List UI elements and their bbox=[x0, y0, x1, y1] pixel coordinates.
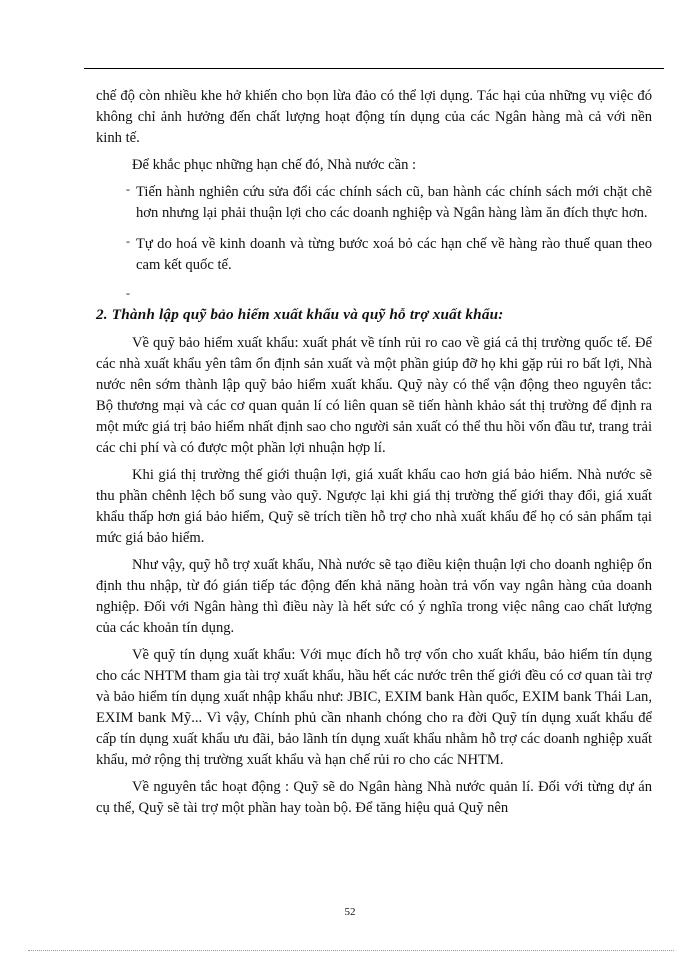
paragraph-operating-principle: Về nguyên tắc hoạt động : Quỹ sẽ do Ngân hàng Nhà nước quản lí. Đối với từng dự án cụ thể, Quỹ sẽ tài trợ một phần hay toàn bộ. Để tăng hiệu quả Quỹ nên bbox=[96, 779, 652, 816]
page-bottom-border bbox=[28, 950, 674, 951]
section-heading: 2. Thành lập quỹ bảo hiểm xuất khẩu và quỹ hỗ trợ xuất khẩu: bbox=[96, 306, 504, 323]
bullet-marker: - bbox=[126, 182, 130, 196]
bullet-marker: - bbox=[126, 286, 130, 300]
page-number: 52 bbox=[344, 906, 356, 918]
paragraph-intro-measures: Để khắc phục những hạn chế đó, Nhà nước cần : bbox=[132, 157, 417, 173]
list-item-text: Tiến hành nghiên cứu sửa đổi các chính sách cũ, ban hành các chính sách mới chặt chẽ hơn nhưng lại phải thuận lợi cho các doanh nghiệp và Ngân hàng làm ăn đích thực hơn. bbox=[136, 184, 652, 221]
bullet-list bbox=[96, 182, 652, 300]
bullet-marker: - bbox=[126, 234, 130, 248]
paragraph-price-favorable: Khi giá thị trường thế giới thuận lợi, giá xuất khẩu cao hơn giá bảo hiểm. Nhà nước sẽ thu phần chênh lệch bổ sung vào quỹ. Ngược lại khi giá thị trường thế giới thay đổi, giá xuất khẩu thấp hơn giá bảo hiểm, Quỹ sẽ trích tiền hỗ trợ cho nhà xuất khẩu để họ có sản phẩm tại mức giá bảo hiểm. bbox=[96, 467, 652, 546]
paragraph-continuation: chế độ còn nhiều khe hở khiến cho bọn lừa đảo có thể lợi dụng. Tác hại của những vụ việc đó không chỉ ảnh hưởng đến chất lượng hoạt động tín dụng của các Ngân hàng mà cả với nền kinh tế. bbox=[96, 88, 652, 146]
paragraph-export-insurance-fund: Về quỹ bảo hiểm xuất khẩu: xuất phát về tính rủi ro cao về giá cả thị trường quốc tế. Để các nhà xuất khẩu yên tâm ổn định sản xuất và một phần giúp đỡ họ khi gặp rủi ro bất lợi, Nhà nước nên sớm thành lập quỹ bảo hiểm xuất khẩu. Quỹ này có thể vận động theo nguyên tắc: Bộ thương mại và các cơ quan quản lí có liên quan sẽ tiến hành khảo sát thị trường để định ra một mức giá trị bảo hiểm nhất định sao cho người sản xuất có thể thu hồi vốn đầu tư, trang trải các chi phí và có được một phần lợi nhuận hợp lí. bbox=[96, 335, 652, 456]
list-item bbox=[96, 234, 652, 276]
list-item-empty bbox=[96, 286, 652, 300]
page-top-border bbox=[84, 68, 664, 69]
paragraph-support-fund: Như vậy, quỹ hỗ trợ xuất khẩu, Nhà nước sẽ tạo điều kiện thuận lợi cho doanh nghiệp ổn định thu nhập, từ đó gián tiếp tác động đến khả năng hoàn trả vốn vay ngân hàng của doanh nghiệp. Đối với Ngân hàng thì điều này là hết sức có ý nghĩa trong việc nâng cao chất lượng của các khoản tín dụng. bbox=[96, 557, 652, 636]
list-item-text: Tự do hoá về kinh doanh và từng bước xoá bỏ các hạn chế về hàng rào thuế quan theo cam kết quốc tế. bbox=[136, 236, 652, 273]
list-item bbox=[96, 182, 652, 224]
document-page bbox=[96, 86, 652, 825]
paragraph-export-credit-fund: Về quỹ tín dụng xuất khẩu: Với mục đích hỗ trợ vốn cho xuất khẩu, bảo hiểm tín dụng cho các NHTM tham gia tài trợ xuất khẩu, hầu hết các nước trên thế giới đều có cơ quan tài trợ và bảo hiểm tín dụng xuất nhập khẩu như: JBIC, EXIM bank Hàn quốc, EXIM bank Thái Lan, EXIM bank Mỹ... Vì vậy, Chính phủ cần nhanh chóng cho ra đời Quỹ tín dụng xuất khẩu để cấp tín dụng xuất khẩu ưu đãi, bảo lãnh tín dụng xuất khẩu nhằm hỗ trợ các doanh nghiệp xuất khẩu, mở rộng thị trường xuất khẩu và hạn chế rủi ro cho các NHTM. bbox=[96, 647, 652, 768]
